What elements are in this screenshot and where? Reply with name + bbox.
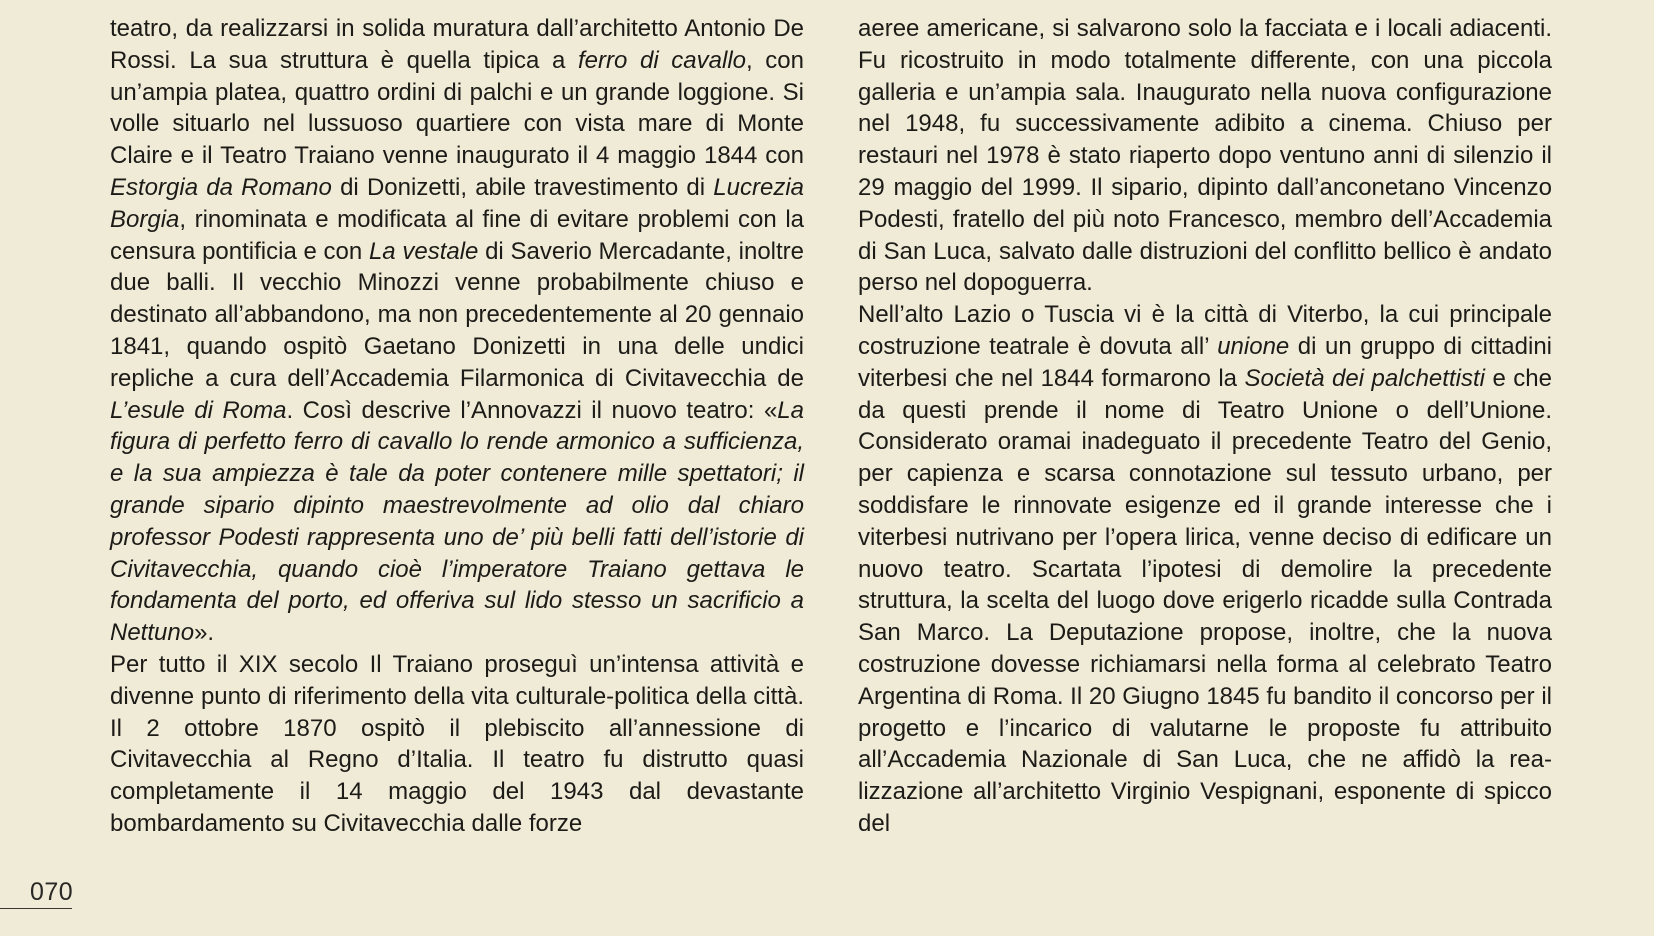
italic-term: Società dei palchettisti xyxy=(1244,364,1485,392)
text-run: , con un’ampia platea, quattro ordini di palchi e un grande loggione. Si volle situarlo nel lussuoso quartiere con vista mare di Monte Claire e il Teatro Traiano venne inaugurato il 4 maggio 1844 con xyxy=(110,46,804,170)
italic-term: unione xyxy=(1217,332,1290,360)
right-paragraph-1 xyxy=(858,13,1552,299)
page-number-rule xyxy=(0,908,72,909)
text-run: di un gruppo di cittadini viterbesi che nel 1844 formarono la xyxy=(858,332,1552,392)
text-run: di Saverio Mercadante, inoltre due balli. Il vecchio Minozzi venne probabilmente chiuso e destinato all’abbandono, ma non precedentemente al 20 gennaio 1841, quando ospitò Gaetano Donizetti in una delle undici repliche a cura dell’Accademia Filarmonica di Civitavecchia de xyxy=(110,237,805,392)
italic-title: Lucrezia Borgia xyxy=(110,173,804,233)
italic-title: L’esule di Roma xyxy=(110,396,287,424)
text-run: e che da questi prende il nome di Teatro Unione o dell’Unione. Considerato oramai inadeguato il precedente Teatro del Genio, per capienza e scarsa connotazione sul tessuto urbano, per soddisfare le rinnovate esigenze ed il grande interesse che i viterbesi nutrivano per l’opera lirica, venne deciso di edificare un nuovo teatro. Scartata l’ipotesi di demolire la precedente struttura, la scelta del luogo dove erigerlo ricadde sulla Contrada San Marco. La Deputazione propose, inoltre, che la nuova costruzione dovesse richiamarsi nella forma al celebrato Teatro Argentina di Roma. Il 20 Giugno 1845 fu bandito il concorso per il progetto e l’incarico di valutarne le proposte fu attribuito all’Accademia Nazionale di San Luca, che ne affidò la realizzazione all’architetto Virginio Vespignani, esponente di spicco del xyxy=(858,364,1552,837)
page-number: 070 xyxy=(30,878,74,906)
left-text-column xyxy=(110,13,804,840)
text-run: Per tutto il XIX secolo Il Traiano proseguì un’intensa attività e divenne punto di riferimento della vita culturale-politica della città. Il 2 ottobre 1870 ospitò il plebiscito all’annessione di Civitavecchia al Regno d’Italia. Il teatro fu distrutto quasi completamente il 14 maggio del 1943 dal devastante bombardamento su Civitavecchia dalle forze xyxy=(110,650,804,837)
text-run: Nell’alto Lazio o Tuscia vi è la città di Viterbo, la cui principale costruzione teatrale è dovuta all’ xyxy=(858,301,1552,360)
text-run: ». xyxy=(194,619,215,647)
left-paragraph-2 xyxy=(110,649,804,840)
italic-title: La vestale xyxy=(368,237,479,265)
text-run: aeree americane, si salvarono solo la facciata e i locali adiacenti. Fu ricostruito in modo totalmente differente, con una piccola galleria e un’ampia sala. Inaugurato nella nuova configurazione nel 1948, fu successivamente adibito a cinema. Chiuso per restauri nel 1978 è stato riaperto dopo ventuno anni di silenzio il 29 maggio del 1999. Il sipario, dipinto dall’anconetano Vincenzo Podesti, fratello del più noto Francesco, membro dell’Accademia di San Luca, salvato dalle distruzioni del conflitto bellico è andato perso nel dopoguerra. xyxy=(858,15,1552,297)
italic-quote: La figura di perfetto ferro di cavallo lo rende armonico a sufficienza, e la sua ampiezza è tale da poter contenere mille spettatori; il grande sipario dipinto maestrevolmente ad olio dal chiaro professor Podesti rappresenta uno de’ più belli fatti dell’istorie di Civitavecchia, quando cioè l’imperatore Traiano gettava le fondamenta del porto, ed offeriva sul lido stesso un sacrificio a Nettuno xyxy=(110,396,804,647)
italic-title: Estorgia da Romano xyxy=(110,173,332,201)
text-run: di Donizetti, abile travestimento di xyxy=(331,173,714,201)
text-run: . Così descrive l’Annovazzi il nuovo teatro: « xyxy=(286,396,778,424)
right-paragraph-2 xyxy=(858,299,1552,840)
italic-title: ferro di cavallo xyxy=(577,46,746,74)
left-paragraph-1 xyxy=(110,13,804,649)
text-run: teatro, da realizzarsi in solida muratura dall’architetto Antonio De Rossi. La sua struttura è quella tipica a xyxy=(110,15,804,74)
right-text-column xyxy=(858,13,1552,840)
text-run: , rinominata e modificata al fine di evitare problemi con la censura pontificia e con xyxy=(110,205,804,265)
